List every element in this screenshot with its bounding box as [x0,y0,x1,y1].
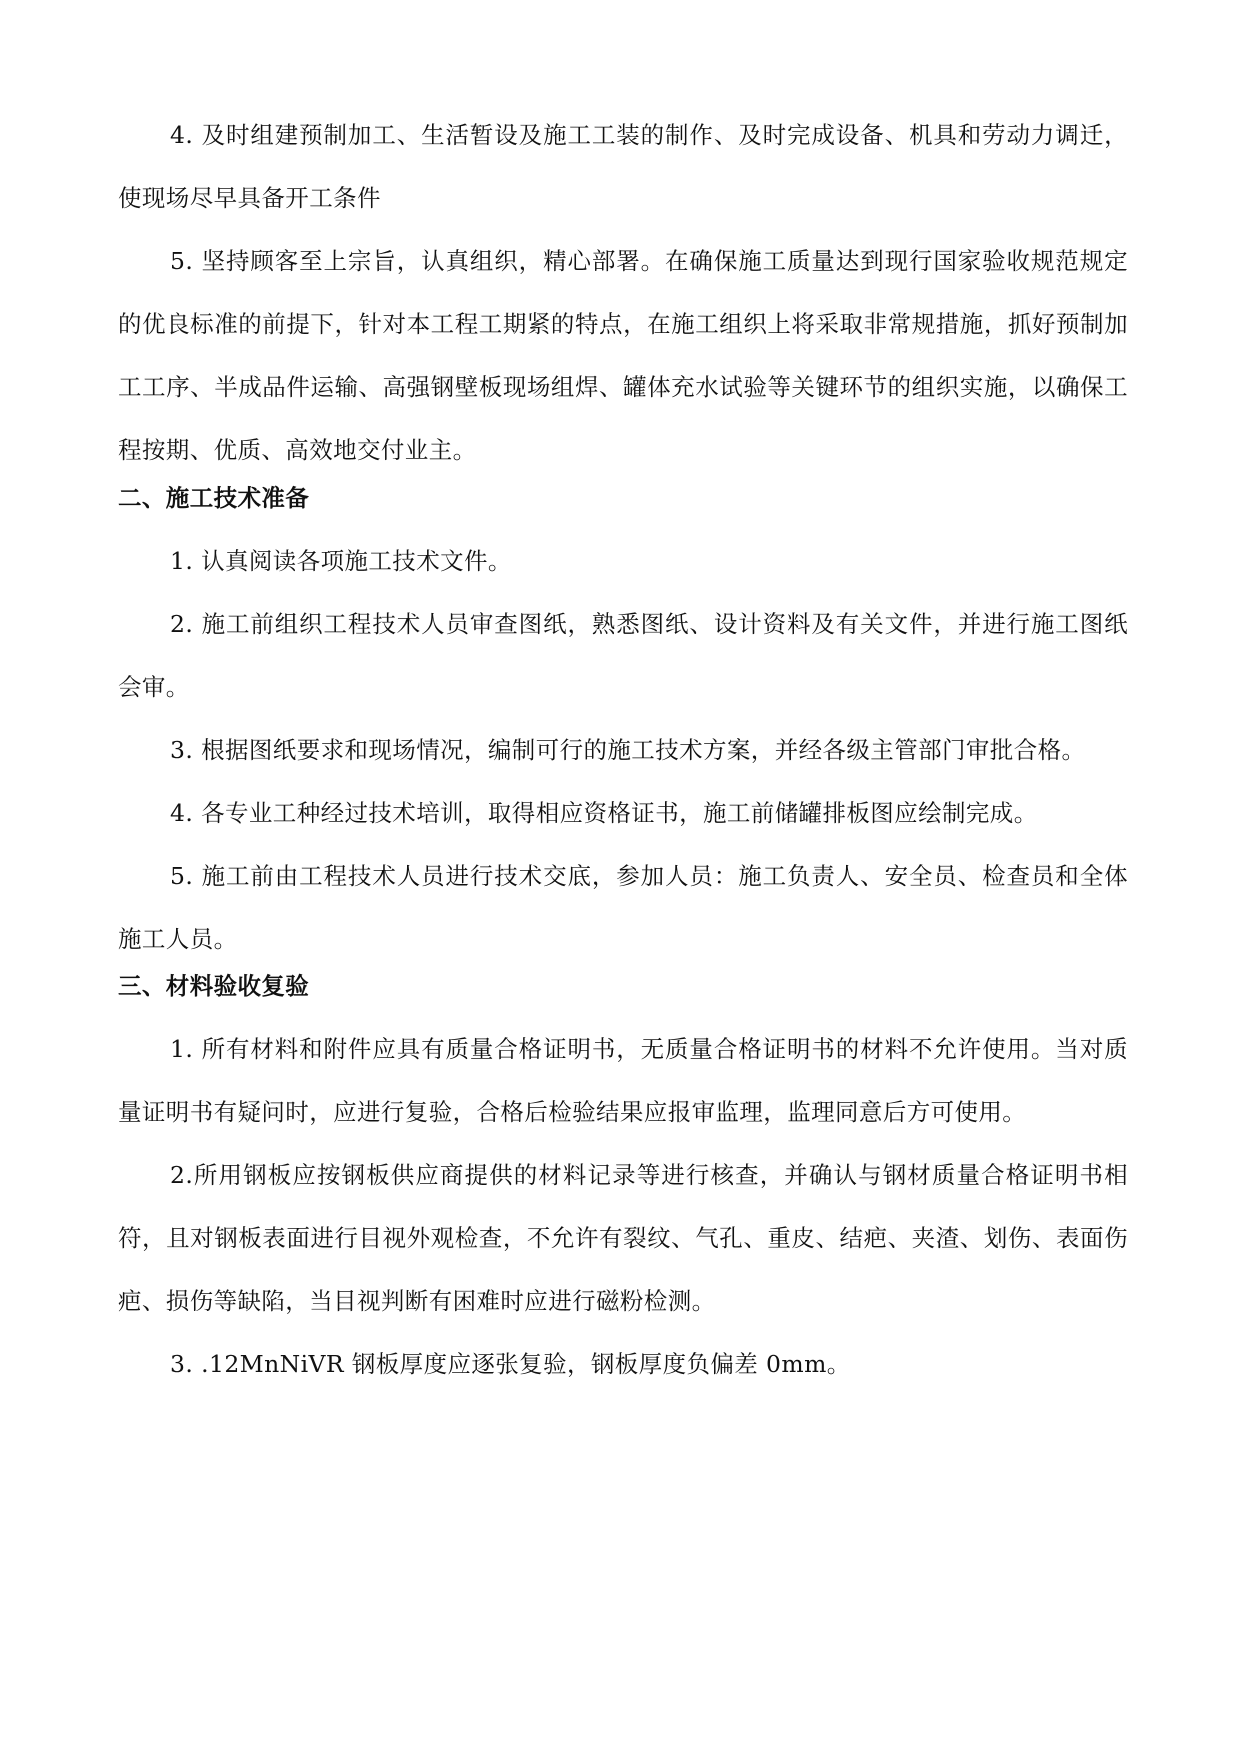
section-heading-technical-preparation: 二、施工技术准备 [118,484,310,512]
list-item: 3. .12MnNiVR 钢板厚度应逐张复验，钢板厚度负偏差 0mm。 [170,1350,851,1378]
list-item: 1. 所有材料和附件应具有质量合格证明书，无质量合格证明书的材料不允许使用。当对质量证明书有疑问时，应进行复验，合格后检验结果应报审监理，监理同意后方可使用。 [118,1035,1128,1126]
section-heading-material-inspection: 三、材料验收复验 [118,972,310,1000]
list-item: 5. 施工前由工程技术人员进行技术交底，参加人员：施工负责人、安全员、检查员和全体施工人员。 [118,862,1128,953]
paragraph-item-5: 5. 坚持顾客至上宗旨，认真组织，精心部署。在确保施工质量达到现行国家验收规范规定的优良标准的前提下，针对本工程工期紧的特点，在施工组织上将采取非常规措施，抓好预制加工工序、半成品件运输、高强钢壁板现场组焊、罐体充水试验等关键环节的组织实施，以确保工程按期、优质、高效地交付业主。 [118,247,1128,464]
list-item: 2. 施工前组织工程技术人员审查图纸，熟悉图纸、设计资料及有关文件，并进行施工图纸会审。 [118,610,1128,701]
list-item: 2.所用钢板应按钢板供应商提供的材料记录等进行核查，并确认与钢材质量合格证明书相符，且对钢板表面进行目视外观检查，不允许有裂纹、气孔、重皮、结疤、夹渣、划伤、表面伤疤、损伤等缺陷，当目视判断有困难时应进行磁粉检测。 [118,1161,1128,1315]
list-item: 3. 根据图纸要求和现场情况，编制可行的施工技术方案，并经各级主管部门审批合格。 [170,736,1086,764]
paragraph-item-4: 4. 及时组建预制加工、生活暂设及施工工装的制作、及时完成设备、机具和劳动力调迁，使现场尽早具备开工条件 [118,121,1128,212]
list-item: 1. 认真阅读各项施工技术文件。 [170,547,512,575]
list-item: 4. 各专业工种经过技术培训，取得相应资格证书，施工前储罐排板图应绘制完成。 [170,799,1038,827]
